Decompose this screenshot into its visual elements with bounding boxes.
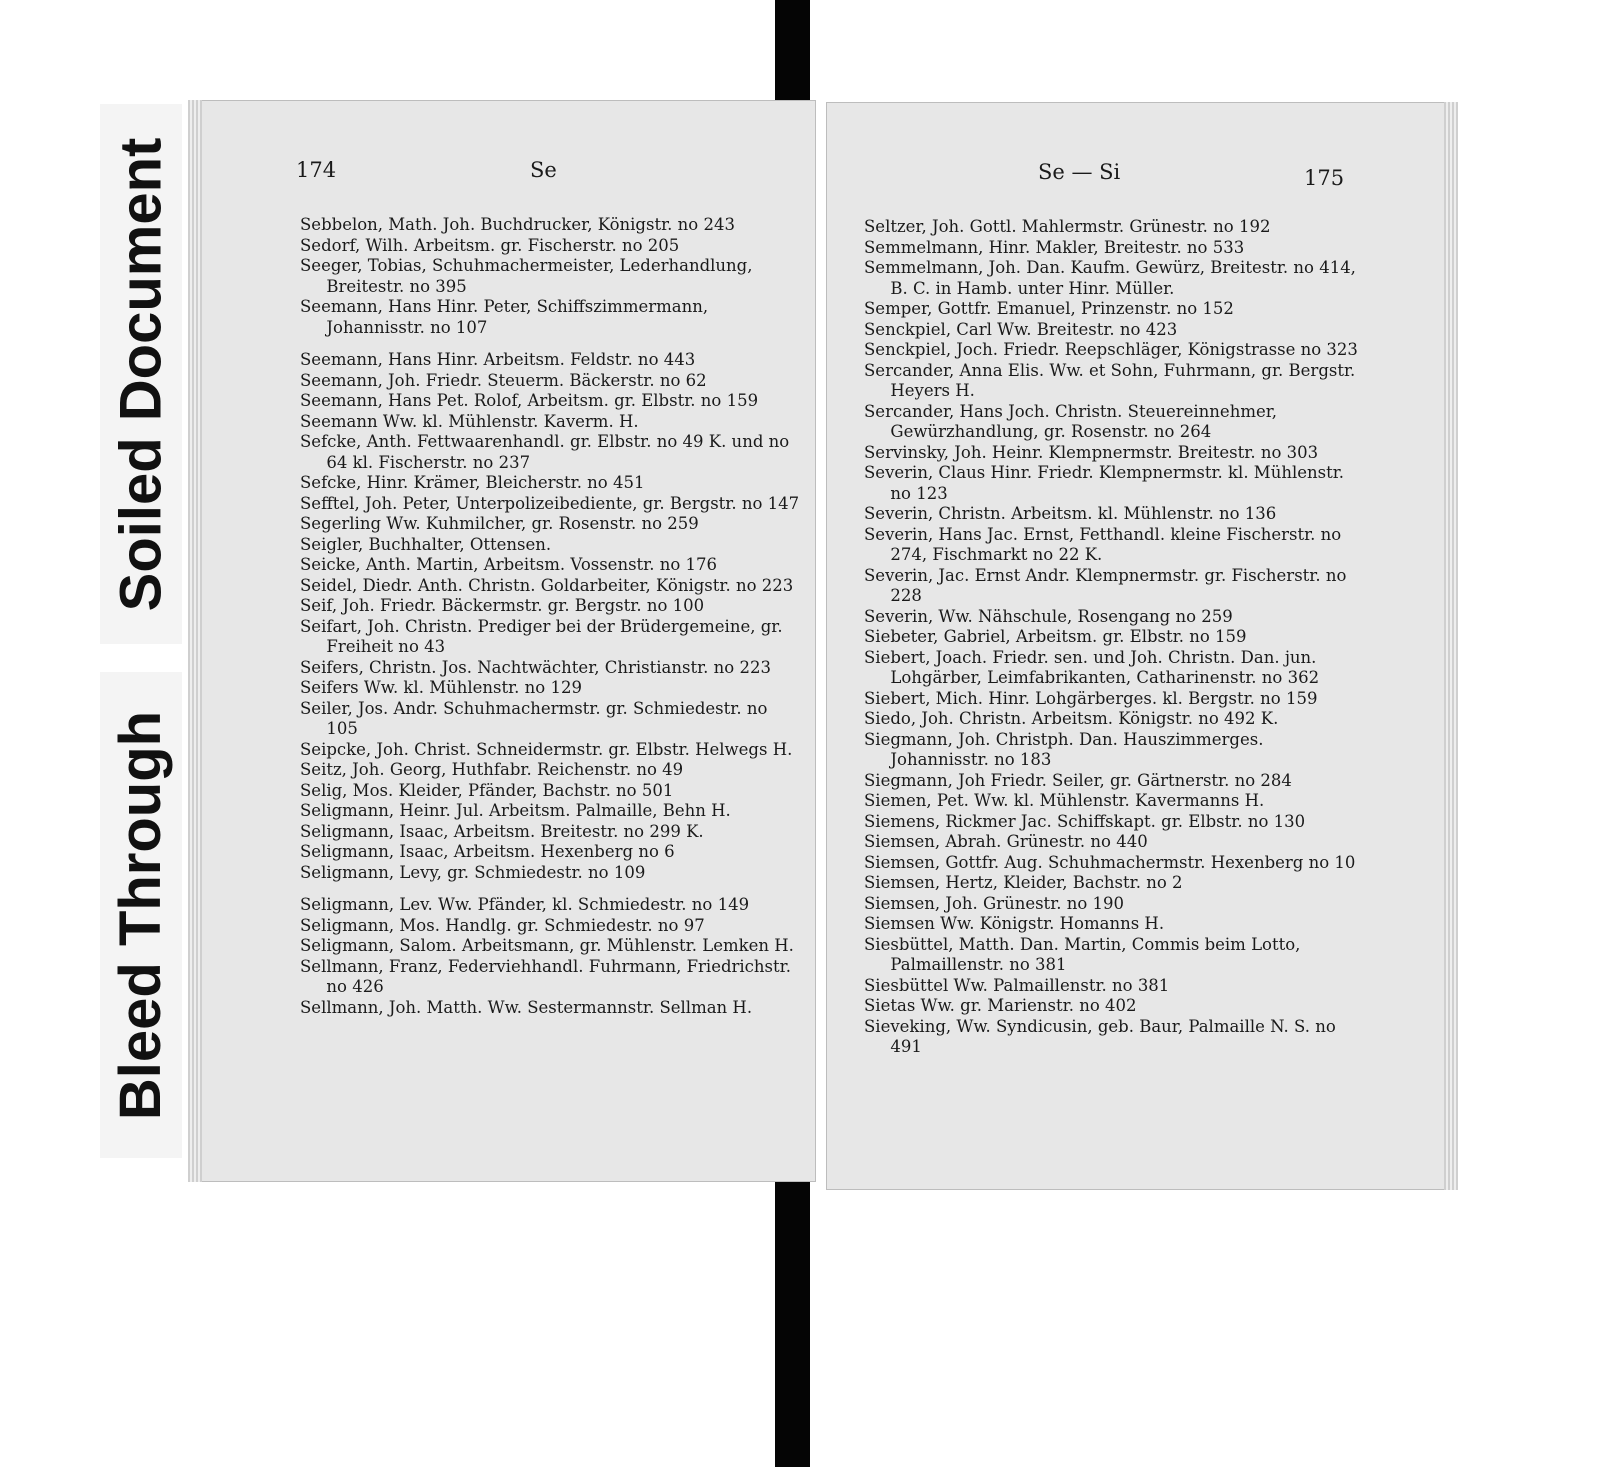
page-edge [1444, 102, 1458, 1190]
list-item: Seidel, Diedr. Anth. Christn. Goldarbeiter, Königstr. no 223 [300, 575, 794, 595]
list-item: Sedorf, Wilh. Arbeitsm. gr. Fischerstr. no 205 [300, 235, 680, 255]
list-item: Sietas Ww. gr. Marienstr. no 402 [864, 996, 1137, 1015]
list-item: Seitz, Joh. Georg, Huthfabr. Reichenstr. no 49 [300, 760, 684, 779]
list-item: Sieveking, Ww. Syndicusin, geb. Baur, Palmaille N. S. no 491 [864, 1016, 1336, 1056]
list-item: Seemann Ww. kl. Mühlenstr. Kaverm. H. [300, 411, 639, 431]
list-item: Siemen, Pet. Ww. kl. Mühlenstr. Kavermanns H. [864, 791, 1265, 810]
list-item: Sercander, Hans Joch. Christn. Steuereinnehmer, Gewürzhandlung, gr. Rosenstr. no 264 [864, 401, 1278, 441]
list-item: Seifers Ww. kl. Mühlenstr. no 129 [300, 678, 582, 697]
right-entry-list [864, 217, 1364, 1058]
list-item: Seicke, Anth. Martin, Arbeitsm. Vossenstr. no 176 [300, 555, 718, 574]
list-item: Sercander, Anna Elis. Ww. et Sohn, Fuhrmann, gr. Bergstr. Heyers H. [864, 360, 1356, 400]
list-item: Seigler, Buchhalter, Ottensen. [300, 534, 552, 554]
list-item: Semmelmann, Hinr. Makler, Breitestr. no 533 [864, 237, 1245, 257]
book-binding-bottom [775, 1172, 810, 1467]
list-item: Siemsen Ww. Königstr. Homanns H. [864, 914, 1165, 933]
list-item: Siegmann, Joh. Christph. Dan. Hauszimmerges. Johannisstr. no 183 [864, 729, 1264, 769]
list-item: Seemann, Hans Hinr. Peter, Schiffszimmermann, Johannisstr. no 107 [300, 297, 709, 337]
running-header-left: Se [530, 158, 557, 182]
list-item: Seemann, Hans Pet. Rolof, Arbeitsm. gr. Elbstr. no 159 [300, 391, 759, 410]
list-item: Sellmann, Joh. Matth. Ww. Sestermannstr. Sellman H. [300, 997, 753, 1017]
running-header-right: Se — Si [1038, 160, 1121, 184]
list-item: Siedo, Joh. Christn. Arbeitsm. Königstr. no 492 K. [864, 709, 1279, 728]
soiled-document-label [100, 104, 182, 644]
list-item: Servinsky, Joh. Heinr. Klempnermstr. Breitestr. no 303 [864, 442, 1319, 462]
right-page [826, 102, 1458, 1190]
list-item: Siebert, Mich. Hinr. Lohgärberges. kl. Bergstr. no 159 [864, 688, 1318, 708]
book-binding-top [775, 0, 810, 116]
list-item: Selig, Mos. Kleider, Pfänder, Bachstr. no 501 [300, 780, 674, 800]
bleed-through-label-text: Bleed Through [108, 710, 174, 1120]
list-item: Seligmann, Isaac, Arbeitsm. Hexenberg no 6 [300, 842, 675, 861]
list-item: Siemsen, Hertz, Kleider, Bachstr. no 2 [864, 873, 1183, 892]
list-item: Sefcke, Hinr. Krämer, Bleicherstr. no 451 [300, 473, 645, 492]
list-item: Siemsen, Gottfr. Aug. Schuhmachermstr. Hexenberg no 10 [864, 852, 1356, 872]
list-item: Sefcke, Anth. Fettwaarenhandl. gr. Elbstr. no 49 K. und no 64 kl. Fischerstr. no 237 [300, 432, 790, 472]
bleed-through-label [100, 672, 182, 1158]
list-item: Seif, Joh. Friedr. Bäckermstr. gr. Bergstr. no 100 [300, 596, 705, 615]
list-item: Seipcke, Joh. Christ. Schneidermstr. gr. Elbstr. Helwegs H. [300, 739, 793, 759]
list-item: Severin, Ww. Nähschule, Rosengang no 259 [864, 606, 1233, 626]
list-item: Seifers, Christn. Jos. Nachtwächter, Christianstr. no 223 [300, 657, 771, 677]
list-item: Seemann, Joh. Friedr. Steuerm. Bäckerstr. no 62 [300, 370, 707, 390]
list-item: Senckpiel, Joch. Friedr. Reepschläger, Königstrasse no 323 [864, 340, 1358, 359]
list-item: Segerling Ww. Kuhmilcher, gr. Rosenstr. no 259 [300, 514, 699, 533]
list-item: Severin, Jac. Ernst Andr. Klempnermstr. gr. Fischerstr. no 228 [864, 565, 1347, 605]
page-edge [188, 100, 202, 1182]
soiled-document-label-text: Soiled Document [108, 137, 174, 611]
list-item: Seeger, Tobias, Schuhmachermeister, Lederhandlung, Breitestr. no 395 [300, 256, 753, 296]
page-number-left: 174 [296, 158, 337, 182]
list-item: Sebbelon, Math. Joh. Buchdrucker, Königstr. no 243 [300, 215, 735, 234]
list-item: Seligmann, Levy, gr. Schmiedestr. no 109 [300, 862, 646, 882]
list-item: Sefftel, Joh. Peter, Unterpolizeibediente, gr. Bergstr. no 147 [300, 493, 800, 513]
list-item: Siesbüttel, Matth. Dan. Martin, Commis beim Lotto, Palmaillenstr. no 381 [864, 934, 1301, 974]
list-item: Siesbüttel Ww. Palmaillenstr. no 381 [864, 975, 1170, 995]
list-item: Severin, Claus Hinr. Friedr. Klempnermstr. kl. Mühlenstr. no 123 [864, 463, 1345, 503]
list-item: Seemann, Hans Hinr. Arbeitsm. Feldstr. no 443 [300, 350, 696, 369]
left-entry-list [300, 215, 800, 1018]
list-item: Seligmann, Isaac, Arbeitsm. Breitestr. no 299 K. [300, 821, 704, 841]
list-item: Siebert, Joach. Friedr. sen. und Joh. Christn. Dan. jun. Lohgärber, Leimfabrikanten, Catharinenstr. no 362 [864, 647, 1320, 687]
page-number-right: 175 [1304, 166, 1345, 190]
list-item: Sellmann, Franz, Federviehhandl. Fuhrmann, Friedrichstr. no 426 [300, 956, 791, 996]
list-item: Semmelmann, Joh. Dan. Kaufm. Gewürz, Breitestr. no 414, B. C. in Hamb. unter Hinr. Müller. [864, 258, 1356, 298]
list-item: Siemsen, Joh. Grünestr. no 190 [864, 893, 1125, 913]
list-item: Siemsen, Abrah. Grünestr. no 440 [864, 832, 1148, 851]
list-item: Siemens, Rickmer Jac. Schiffskapt. gr. Elbstr. no 130 [864, 811, 1306, 831]
list-item: Siebeter, Gabriel, Arbeitsm. gr. Elbstr. no 159 [864, 627, 1247, 646]
list-item: Seltzer, Joh. Gottl. Mahlermstr. Grünestr. no 192 [864, 217, 1271, 236]
list-item: Siegmann, Joh Friedr. Seiler, gr. Gärtnerstr. no 284 [864, 770, 1292, 790]
list-item: Semper, Gottfr. Emanuel, Prinzenstr. no 152 [864, 299, 1234, 318]
list-item: Seifart, Joh. Christn. Prediger bei der Brüdergemeine, gr. Freiheit no 43 [300, 616, 783, 656]
list-item: Severin, Hans Jac. Ernst, Fetthandl. kleine Fischerstr. no 274, Fischmarkt no 22 K. [864, 524, 1342, 564]
list-item: Seiler, Jos. Andr. Schuhmachermstr. gr. Schmiedestr. no 105 [300, 698, 768, 738]
list-item: Seligmann, Heinr. Jul. Arbeitsm. Palmaille, Behn H. [300, 801, 731, 820]
list-item: Seligmann, Lev. Ww. Pfänder, kl. Schmiedestr. no 149 [300, 895, 750, 914]
list-item: Senckpiel, Carl Ww. Breitestr. no 423 [864, 319, 1178, 339]
list-item: Seligmann, Mos. Handlg. gr. Schmiedestr. no 97 [300, 915, 705, 935]
left-page [188, 100, 816, 1182]
list-item: Severin, Christn. Arbeitsm. kl. Mühlenstr. no 136 [864, 504, 1277, 523]
list-item: Seligmann, Salom. Arbeitsmann, gr. Mühlenstr. Lemken H. [300, 936, 794, 955]
